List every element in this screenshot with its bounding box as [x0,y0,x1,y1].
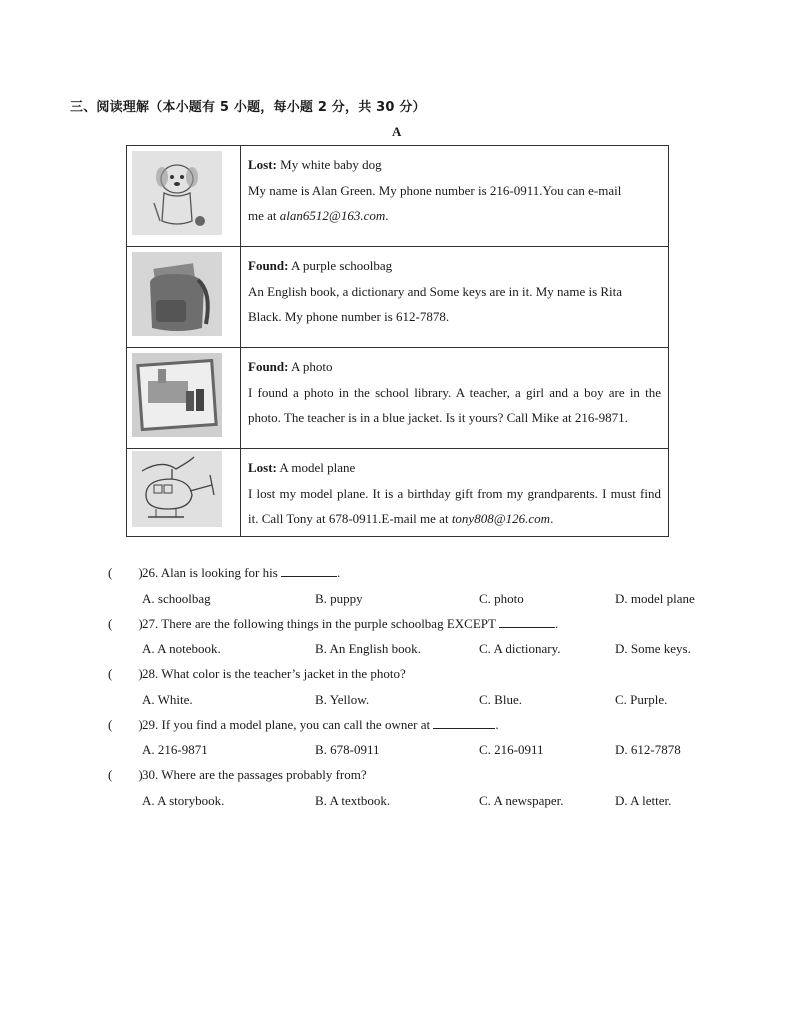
helicopter-image [132,451,222,527]
option-a[interactable]: A. schoolbag [142,591,211,606]
notice-type: Lost: [248,157,277,172]
notice-line: I found a photo in the school library. A teacher, a girl and a boy are in the [248,384,661,400]
option-c[interactable]: C. photo [479,591,524,606]
email-link: tony808@126.com [451,511,551,526]
schoolbag-icon [132,252,222,336]
answer-bracket[interactable]: ( ) [108,717,143,732]
answer-bracket[interactable]: ( ) [108,565,143,580]
question-text: 28. What color is the teacher’s jacket in the photo? [142,666,406,681]
notice-text: Lost: A model plane I lost my model plane. It is a birthday gift from my grandparents. I must find it. Call Tony at 678-0911.E-mail me at tony808@126.com. [241,449,669,537]
notice-line: I lost my model plane. It is a birthday gift from my grandparents. I must find [248,485,661,501]
answer-blank [433,717,495,729]
notice-row [127,247,669,348]
option-b[interactable]: B. 678-0911 [315,742,380,757]
question-29: ( )29. If you find a model plane, you can call the owner at . [108,717,499,732]
photo-icon [132,353,222,437]
option-b[interactable]: B. An English book. [315,641,421,656]
notice-line: Black. My phone number is 612-7878. [248,309,450,324]
answer-bracket[interactable]: ( ) [108,666,143,681]
notice-row [127,449,669,537]
question-text: 29. If you find a model plane, you can call the owner at [142,717,434,732]
option-a[interactable]: A. 216-9871 [142,742,208,757]
helicopter-icon [132,451,222,527]
option-b[interactable]: B. Yellow. [315,692,370,707]
option-d[interactable]: D. Some keys. [615,641,691,656]
question-28 [108,666,406,682]
question-text: 30. Where are the passages probably from? [142,767,367,782]
notice-row [127,348,669,449]
option-c[interactable]: C. 216-0911 [479,742,544,757]
notice-heading: My white baby dog [276,157,382,172]
option-a[interactable]: A. A notebook. [142,641,221,656]
option-d[interactable]: D. model plane [615,591,695,606]
notices-table [126,145,669,537]
option-c[interactable]: C. A dictionary. [479,641,561,656]
answer-blank [499,616,555,628]
notice-type: Found: [248,258,289,273]
option-d[interactable]: D. 612-7878 [615,742,681,757]
dog-image [132,151,222,235]
option-c[interactable]: C. Blue. [479,692,522,707]
option-a[interactable]: A. White. [142,692,193,707]
option-a[interactable]: A. A storybook. [142,793,225,808]
notice-row [127,146,669,247]
dog-icon [132,151,222,235]
answer-bracket[interactable]: ( ) [108,767,143,782]
notice-heading: A purple schoolbag [288,258,393,273]
option-c[interactable]: C. A newspaper. [479,793,564,808]
photo-image [132,353,222,437]
notice-line: An English book, a dictionary and Some keys are in it. My name is Rita [248,283,623,299]
section-title: 三、阅读理解（本小题有 5 小题，每小题 2 分，共 30 分） [70,100,426,115]
notice-heading: A model plane [276,460,356,475]
email-link: alan6512@163.com [279,208,386,223]
option-d[interactable]: D. A letter. [615,793,672,808]
passage-label: A [392,124,402,139]
question-text: 26. Alan is looking for his [142,565,282,580]
notice-text: Lost: My white baby dog My name is Alan Green. My phone number is 216-0911.You can e-mail me at alan6512@163.com. [241,146,669,247]
question-26: ( )26. Alan is looking for his . [108,565,341,580]
notice-line: My name is Alan Green. My phone number is 216-0911.You can e-mail [248,182,622,198]
option-b[interactable]: B. puppy [315,591,363,606]
notice-heading: A photo [288,359,333,374]
question-27: ( )27. There are the following things in the purple schoolbag EXCEPT . [108,616,559,631]
option-d[interactable]: C. Purple. [615,692,668,707]
answer-bracket[interactable]: ( ) [108,616,143,631]
notice-line: photo. The teacher is in a blue jacket. Is it yours? Call Mike at 216-9871. [248,410,628,425]
answer-blank [281,565,337,577]
notice-text [241,348,669,449]
notice-text [241,247,669,348]
question-30 [108,767,367,783]
question-text: 27. There are the following things in the purple schoolbag EXCEPT [142,616,499,631]
notice-type: Lost: [248,460,277,475]
option-b[interactable]: B. A textbook. [315,793,391,808]
notice-type: Found: [248,359,289,374]
schoolbag-image [132,252,222,336]
